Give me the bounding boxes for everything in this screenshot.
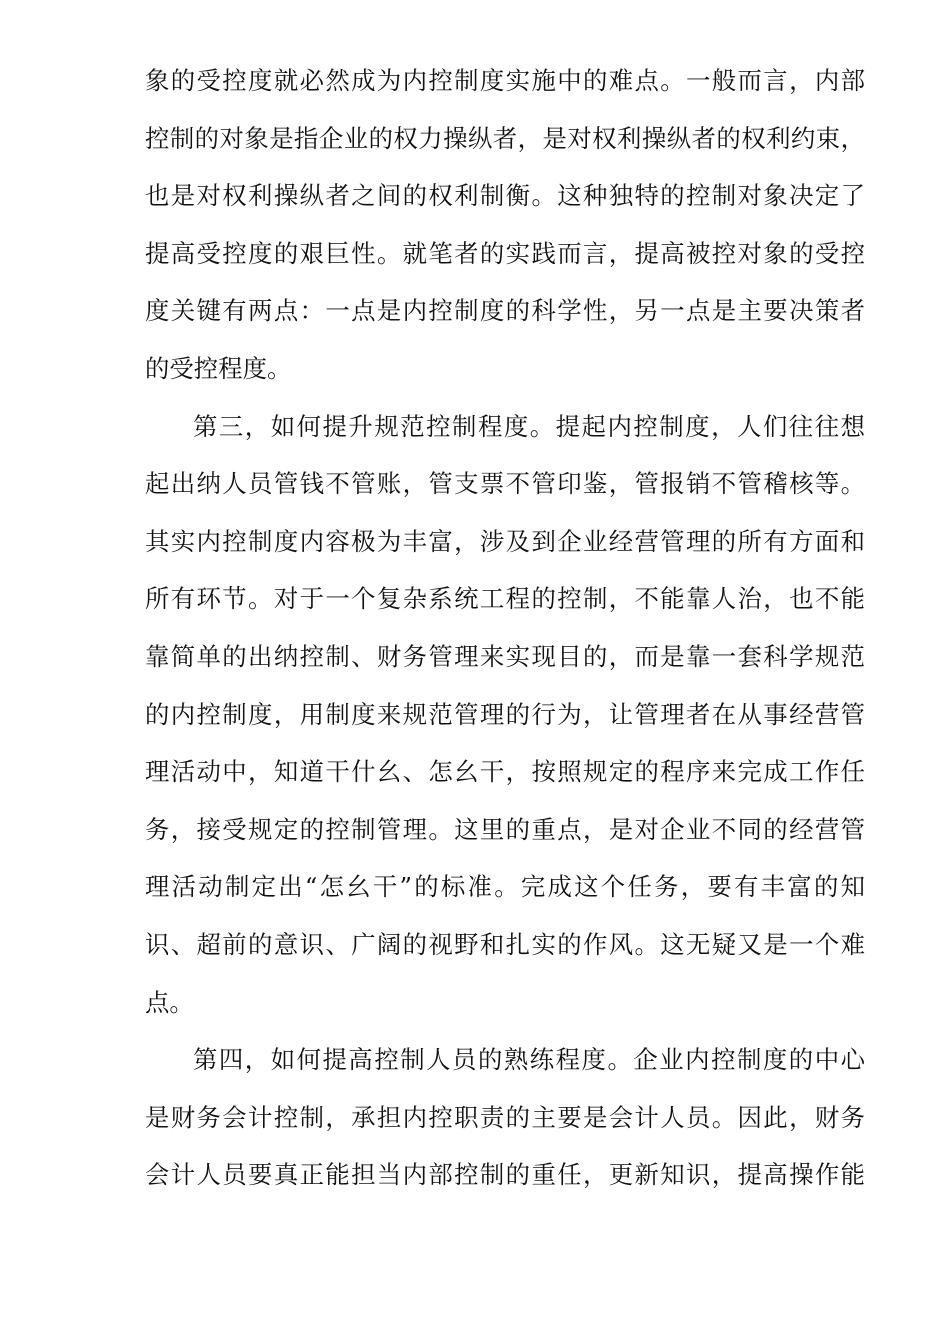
text-line: 也是对权利操纵者之间的权利制衡。这种独特的控制对象决定了 [145,181,865,211]
text-line: 第三，如何提升规范控制程度。提起内控制度，人们往往想 [193,411,865,441]
text-line: 其实内控制度内容极为丰富，涉及到企业经营管理的所有方面和 [145,526,865,556]
text-line: 第四，如何提高控制人员的熟练程度。企业内控制度的中心 [193,1045,865,1075]
text-line: 靠简单的出纳控制、财务管理来实现目的，而是靠一套科学规范 [145,641,865,671]
text-line: 会计人员要真正能担当内部控制的重任，更新知识，提高操作能 [145,1160,865,1190]
text-line: 理活动中，知道干什幺、怎幺干，按照规定的程序来完成工作任 [145,757,865,787]
text-line: 理活动制定出“怎幺干”的标准。完成这个任务，要有丰富的知 [145,872,865,902]
document-page [145,52,865,1204]
text-line: 象的受控度就必然成为内控制度实施中的难点。一般而言，内部 [145,66,865,95]
paragraph-1 [145,52,865,398]
text-line: 是财务会计控制，承担内控职责的主要是会计人员。因此，财务 [145,1102,865,1132]
text-line: 务，接受规定的控制管理。这里的重点，是对企业不同的经营管 [145,814,865,844]
text-line: 的内控制度，用制度来规范管理的行为，让管理者在从事经营管 [145,699,865,729]
text-line: 识、超前的意识、广阔的视野和扎实的作风。这无疑又是一个难 [145,929,865,959]
text-line: 度关键有两点：一点是内控制度的科学性，另一点是主要决策者 [145,296,865,326]
text-line: 控制的对象是指企业的权力操纵者，是对权利操纵者的权利约束， [145,123,865,153]
text-line: 点。 [145,987,194,1017]
text-line: 提高受控度的艰巨性。就笔者的实践而言，提高被控对象的受控 [145,238,865,268]
text-line: 所有环节。对于一个复杂系统工程的控制，不能靠人治，也不能 [145,584,865,614]
paragraph-3 [145,1031,865,1204]
paragraph-2 [145,398,865,1032]
text-line: 的受控程度。 [145,353,292,383]
text-line: 起出纳人员管钱不管账，管支票不管印鉴，管报销不管稽核等。 [145,469,865,499]
